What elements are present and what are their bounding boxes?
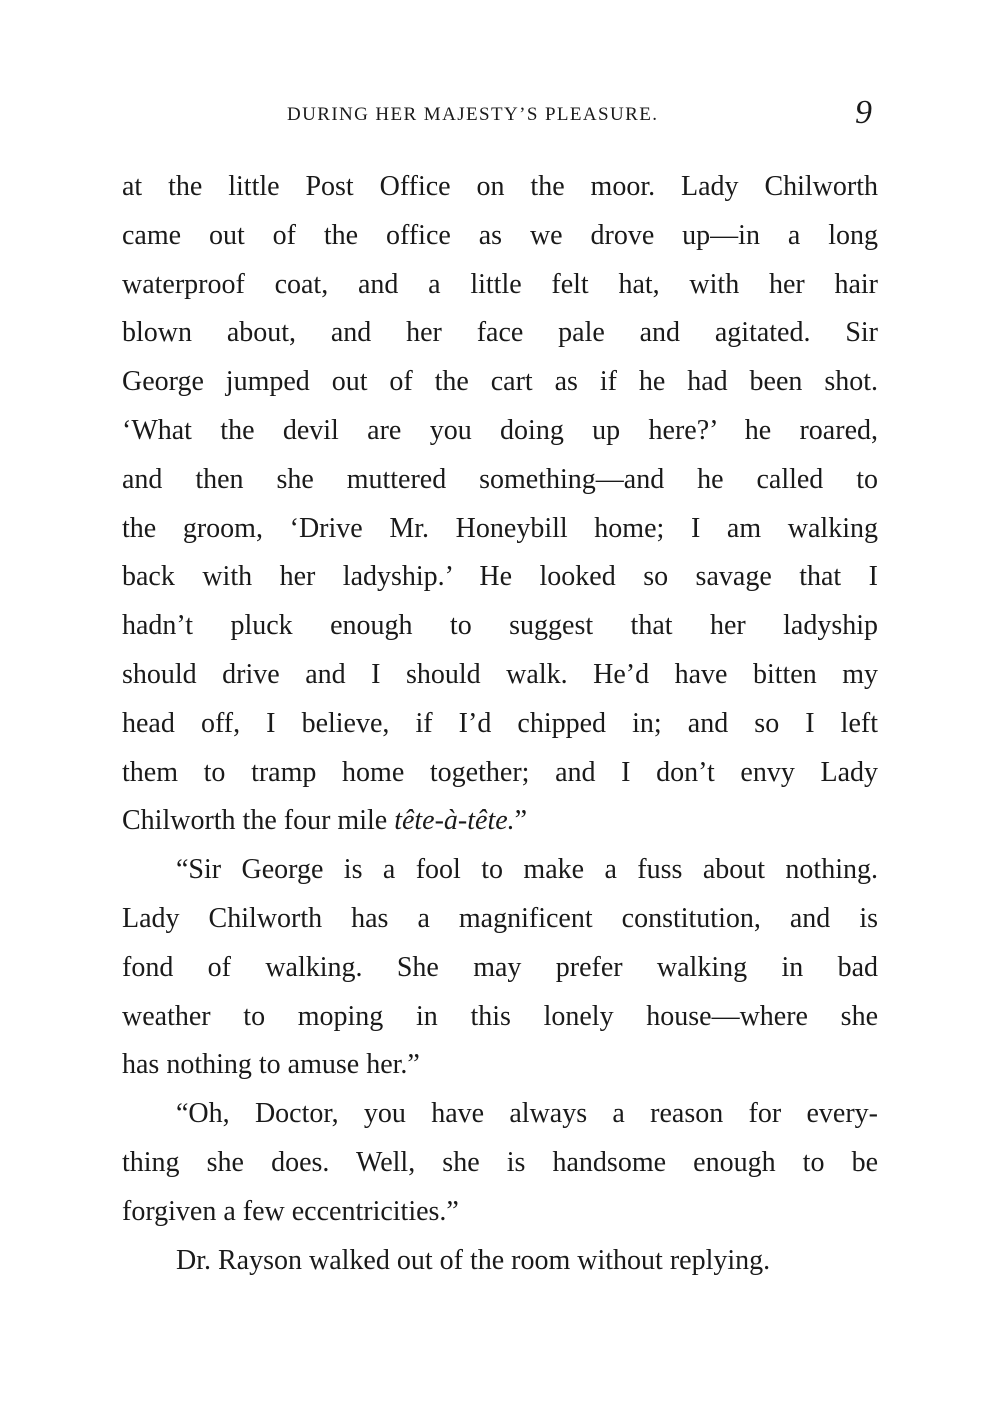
text-line: back with her ladyship.’ He looked so savage that I: [122, 561, 878, 593]
text-line: George jumped out of the cart as if he had been shot.: [122, 366, 878, 398]
text-line: them to tramp home together; and I don’t envy Lady: [122, 756, 878, 788]
closing-quote: ”: [514, 805, 528, 837]
text-line: should drive and I should walk. He’d have bitten my: [122, 658, 878, 690]
text-line: and then she muttered something—and he called to: [122, 463, 878, 495]
page-number: 9: [855, 94, 872, 131]
line-text: Chilworth the four mile: [122, 805, 395, 837]
text-line: blown about, and her face pale and agitated. Sir: [122, 317, 878, 349]
body-text: [122, 163, 878, 1285]
text-line: Lady Chilworth has a magnificent constitution, and is: [122, 902, 878, 934]
text-line: hadn’t pluck enough to suggest that her ladyship: [122, 610, 878, 642]
text-line: came out of the office as we drove up—in a long: [122, 219, 878, 251]
paragraph-end-line: has nothing to amuse her.”: [122, 1049, 420, 1081]
text-line: fond of walking. She may prefer walking in bad: [122, 951, 878, 983]
paragraph-end-line: forgiven a few eccentricities.”: [122, 1195, 459, 1227]
text-line: at the little Post Office on the moor. Lady Chilworth: [122, 171, 878, 202]
paragraph-end-line: [122, 797, 878, 846]
text-line: thing she does. Well, she is handsome enough to be: [122, 1146, 878, 1178]
paragraph-single-line: Dr. Rayson walked out of the room without replying.: [176, 1244, 771, 1276]
text-line: head off, I believe, if I’d chipped in; and so I left: [122, 707, 878, 739]
running-head: [0, 94, 1000, 138]
text-line: weather to moping in this lonely house—where she: [122, 1000, 878, 1032]
italic-phrase: tête-à-tête.: [394, 805, 515, 837]
paragraph-first-line: “Sir George is a fool to make a fuss about nothing.: [176, 854, 878, 886]
running-title: DURING HER MAJESTY’S PLEASURE.: [287, 104, 659, 125]
paragraph-first-line: “Oh, Doctor, you have always a reason for every-: [176, 1098, 878, 1130]
text-line: ‘What the devil are you doing up here?’ he roared,: [122, 414, 878, 446]
text-line: the groom, ‘Drive Mr. Honeybill home; I am walking: [122, 512, 878, 544]
text-line: waterproof coat, and a little felt hat, with her hair: [122, 268, 878, 300]
